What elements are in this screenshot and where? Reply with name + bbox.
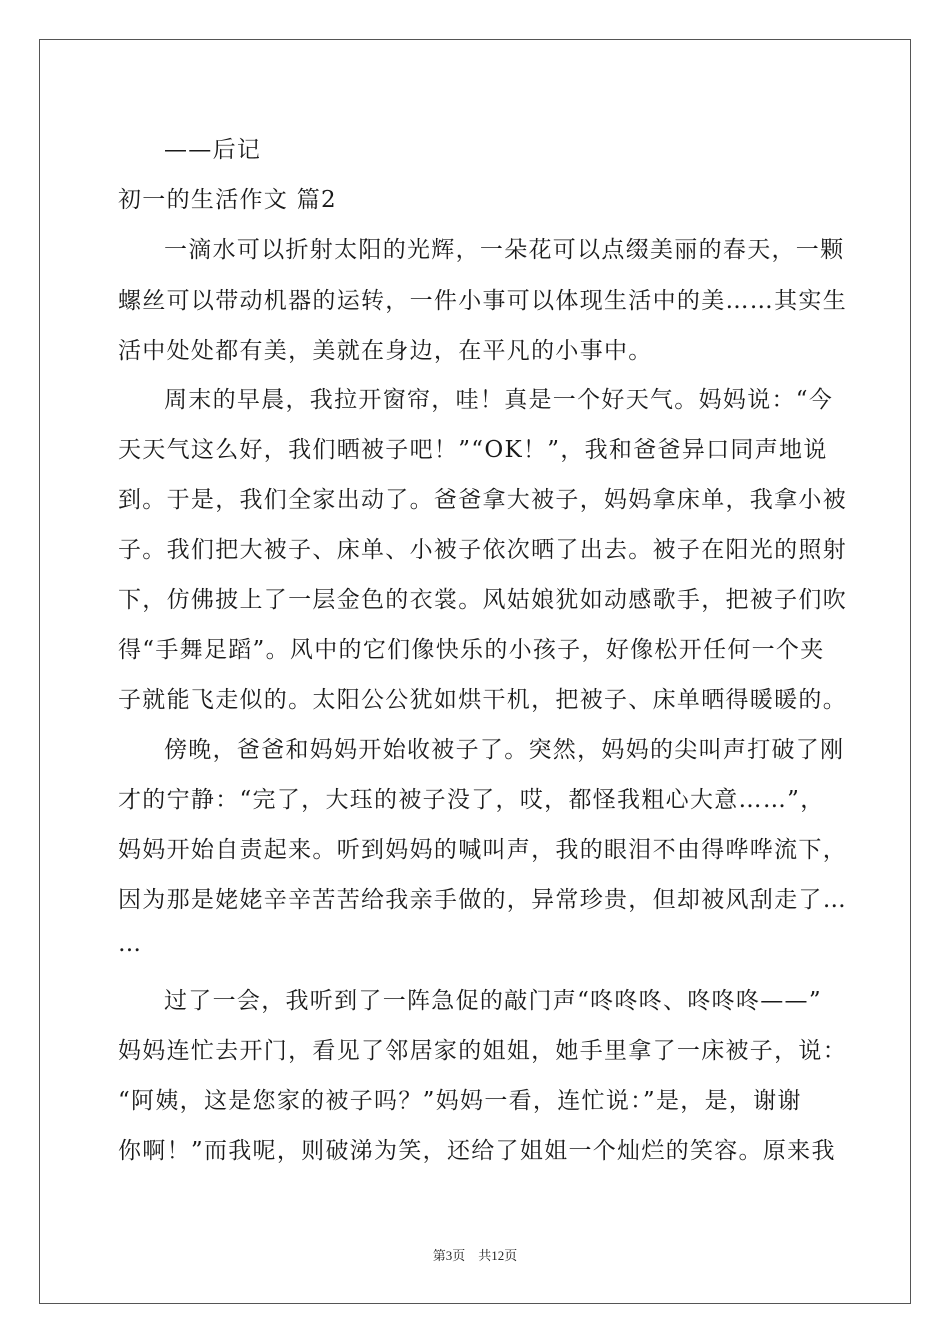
paragraph-line: 过了一会，我听到了一阵急促的敲门声“咚咚咚、咚咚咚——” — [164, 988, 822, 1014]
paragraph-line: 天天气这么好，我们晒被子吧！”“OK！”，我和爸爸异口同声地说 — [118, 437, 828, 463]
paragraph-line: 得“手舞足蹈”。风中的它们像快乐的小孩子，好像松开任何一个夹 — [118, 637, 825, 663]
paragraph-line: 因为那是姥姥辛辛苦苦给我亲手做的，异常珍贵，但却被风刮走了… — [118, 887, 847, 913]
paragraph-line: 才的宁静：“完了，大珏的被子没了，哎，都怪我粗心大意……”， — [118, 787, 825, 813]
paragraph-line: … — [118, 931, 143, 957]
paragraph-line: 活中处处都有美，美就在身边，在平凡的小事中。 — [118, 338, 653, 364]
paragraph-line: 子。我们把大被子、床单、小被子依次晒了出去。被子在阳光的照射 — [118, 537, 847, 563]
paragraph-line: 螺丝可以带动机器的运转，一件小事可以体现生活中的美……其实生 — [118, 288, 847, 314]
paragraph-line: 一滴水可以折射太阳的光辉，一朵花可以点缀美丽的春天，一颗 — [164, 237, 845, 263]
section-title: 初一的生活作文 篇2 — [118, 187, 337, 213]
page-number: 第3页 共12页 — [432, 1248, 518, 1263]
paragraph-line: 妈妈开始自责起来。听到妈妈的喊叫声，我的眼泪不由得哗哗流下， — [118, 837, 847, 863]
paragraph-line: 子就能飞走似的。太阳公公犹如烘干机，把被子、床单晒得暖暖的。 — [118, 687, 847, 713]
paragraph-line: 你啊！”而我呢，则破涕为笑，还给了姐姐一个灿烂的笑容。原来我 — [118, 1138, 836, 1164]
paragraph-line: 下，仿佛披上了一层金色的衣裳。风姑娘犹如动感歌手，把被子们吹 — [118, 587, 847, 613]
paragraph-line: “阿姨，这是您家的被子吗？”妈妈一看，连忙说：”是，是，谢谢 — [118, 1088, 802, 1114]
paragraph-line: 傍晚，爸爸和妈妈开始收被子了。突然，妈妈的尖叫声打破了刚 — [164, 737, 845, 763]
paragraph-line: 妈妈连忙去开门，看见了邻居家的姐姐，她手里拿了一床被子，说： — [118, 1038, 847, 1064]
afterword-line: ——后记 — [164, 137, 262, 163]
paragraph-line: 周末的早晨，我拉开窗帘，哇！真是一个好天气。妈妈说：“今 — [164, 387, 834, 413]
paragraph-line: 到。于是，我们全家出动了。爸爸拿大被子，妈妈拿床单，我拿小被 — [118, 487, 847, 513]
